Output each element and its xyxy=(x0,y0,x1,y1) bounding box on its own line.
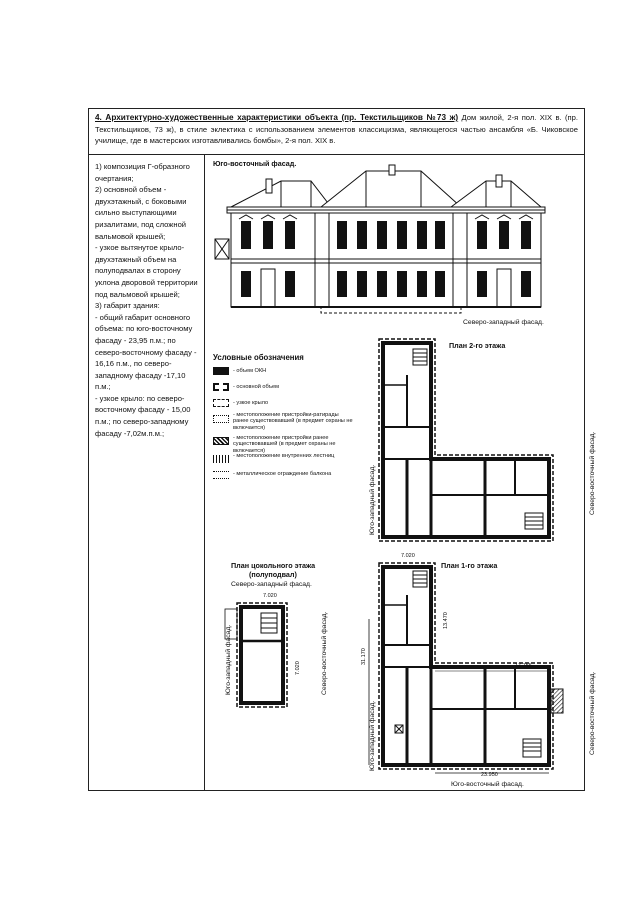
legend-swatch-railing xyxy=(213,471,229,479)
plan1-dim-17155: 17.155 xyxy=(515,663,532,669)
legend-swatch-main xyxy=(213,383,229,391)
legend-item: - объем ОКН xyxy=(233,368,267,374)
legend-item: - металлическое ограждение балкона xyxy=(233,471,332,477)
drawing-column xyxy=(205,155,596,790)
legend-swatch-stairs xyxy=(213,455,229,463)
plan1-dim-top: 7.020 xyxy=(401,553,415,559)
desc-item: 3) габарит здания: xyxy=(95,301,160,311)
legend-swatch-okn xyxy=(213,367,229,375)
section-title: 4. Архитектурно-художественные характеристики объекта (пр. Текстильщиков №73 ж) xyxy=(95,113,459,122)
sw-facade-label-plan2: Юго-западный фасад. xyxy=(369,464,376,535)
basement-subtitle: (полуподвал) xyxy=(249,570,297,579)
desc-item: - узкое крыло: по северо-восточному фасаду - 15,00 п.м.; по северо-западному фасаду -7,02м.п.м.; xyxy=(95,393,191,438)
basement-dim-side: 7.020 xyxy=(295,661,301,675)
legend-swatch-annex xyxy=(213,437,229,445)
ne-facade-label-plan2: Северо-восточный фасад. xyxy=(589,431,596,515)
desc-item: 2) основной объем - двухэтажный, с боковыми сильно выступающими ризалитами, под сложной вальмовой крышей; xyxy=(95,185,187,241)
plan2-title: План 2-го этажа xyxy=(449,341,506,350)
plan1-title: План 1-го этажа xyxy=(441,561,498,570)
legend-item: - основной объем xyxy=(233,384,279,390)
sw-facade-label-plan1: Юго-западный фасад. xyxy=(369,700,376,771)
plan-2nd-floor xyxy=(375,335,575,545)
plan1-dim-31170: 31.170 xyxy=(361,648,367,665)
se-facade-label-bottom: Юго-восточный фасад. xyxy=(451,781,524,788)
ne-facade-label-basement: Северо-восточный фасад. xyxy=(321,611,328,695)
legend-item: - местоположение внутренних лестниц xyxy=(233,453,335,459)
plan-1st-floor xyxy=(375,559,575,777)
legend-swatch-ratirada xyxy=(213,415,229,423)
section-intro: Дом жилой, 2-я пол. XIX в. (пр. Текстильщиков, 73 ж), в стиле эклектика с использованием элементов классицизма, являющегося частью ансамбля «Б. Чиковское училище, где в мастерских изготавливались бомбы», 2-я пол. XIX в. xyxy=(95,113,578,145)
legend-swatch-wing xyxy=(213,399,229,407)
plan1-dim-23950: 23.950 xyxy=(481,772,498,778)
sw-facade-label-basement: Юго-западный фасад. xyxy=(225,624,232,695)
document-frame xyxy=(88,108,596,791)
basement-dim-top: 7.020 xyxy=(263,593,277,599)
ne-facade-label-plan1: Северо-восточный фасад. xyxy=(589,671,596,755)
section-header xyxy=(89,109,584,155)
nw-facade-label-top: Северо-западный фасад. xyxy=(463,319,544,326)
desc-item: - узкое вытянутое крыло- двухэтажный объем на полуподвалах в сторону уклона дворовой территории под вальмовой крышей; xyxy=(95,243,198,299)
southeast-facade-drawing xyxy=(221,167,561,317)
description-column xyxy=(89,155,205,790)
desc-item: - общий габарит основного объема: по юго-восточному фасаду - 23,95 п.м.; по северо-восточному фасаду - 16,16 п.м., по северо-западному фасаду -17,10 п.м.; xyxy=(95,312,197,392)
basement-nw-label: Северо-западный фасад. xyxy=(231,581,312,588)
legend-item: - местоположение пристройки ранее существовавшей (в предмет охраны не включается) xyxy=(233,435,336,454)
facade-title: Юго-восточный фасад. xyxy=(213,159,297,168)
plan-basement xyxy=(233,599,313,711)
plan1-dim-13470: 13.470 xyxy=(443,612,449,629)
legend-item: - местоположение пристройки-ратирады ранее существовавшей (в предмет охраны не включается) xyxy=(233,412,353,431)
basement-title: План цокольного этажа xyxy=(231,561,316,570)
legend-title: Условные обозначения xyxy=(213,353,304,362)
legend-item: - узкое крыло xyxy=(233,400,269,406)
desc-item: 1) композиция Г-образного очертания; xyxy=(95,162,190,183)
